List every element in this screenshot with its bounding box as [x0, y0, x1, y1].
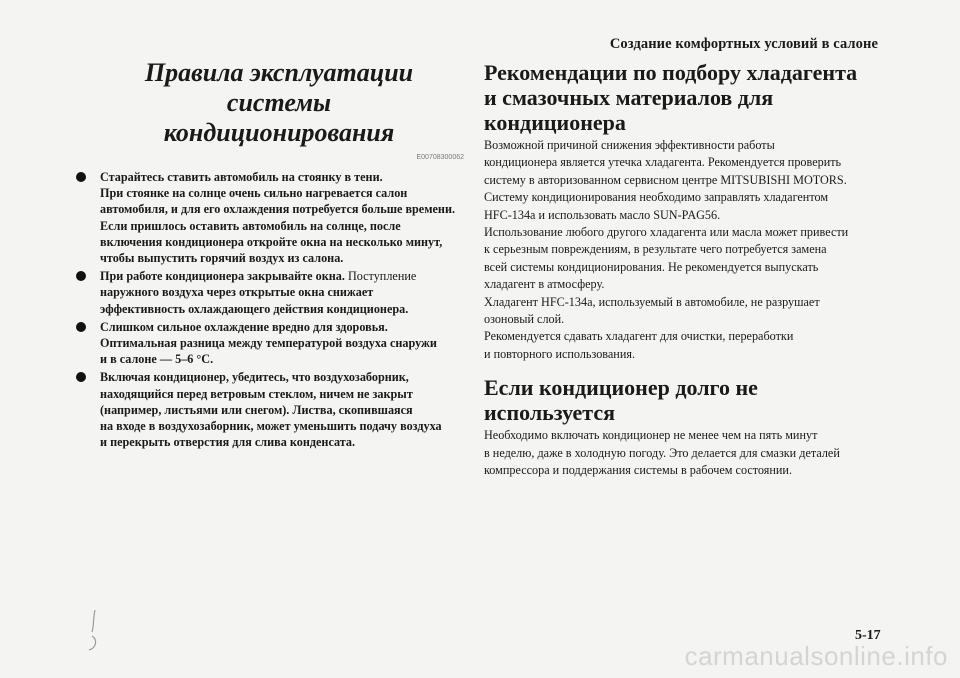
watermark: carmanualsonline.info — [684, 641, 948, 671]
text-line: HFC-134a и использовать масло SUN-PAG56. — [484, 207, 721, 222]
text-line: систему в авторизованном сервисном центре MITSUBISHI MOTORS. — [484, 172, 847, 187]
refrigerant-heading — [484, 60, 884, 135]
bullet-line: наружного воздуха через открытые окна снижает — [100, 285, 374, 300]
bullet-lead: Старайтесь ставить автомобиль на стоянку в тени. — [100, 170, 383, 184]
section-title-line2: кондиционирования — [163, 118, 395, 147]
bullet-line: Если пришлось оставить автомобиль на солнце, после — [100, 218, 401, 233]
running-header: Создание комфортных условий в салоне — [609, 36, 878, 52]
text-line: Необходимо включать кондиционер не менее чем на пять минут — [484, 428, 818, 443]
bullet-item — [84, 268, 464, 317]
text-line: Хладагент HFC-134a, используемый в автомобиле, не разрушает — [484, 294, 820, 309]
long-idle-heading: Если кондиционер долго не используется — [484, 375, 758, 426]
text-line: всей системы кондиционирования. Не рекомендуется выпускать — [484, 259, 819, 274]
text-line: в неделю, даже в холодную погоду. Это делается для смазки деталей — [484, 445, 840, 460]
bullet-line: и в салоне — 5–6 °C. — [100, 352, 214, 367]
document-code: E00708300062 — [416, 154, 464, 161]
text-line: Использование любого другого хладагента или масла может привести — [484, 225, 849, 240]
bullet-dot-icon — [76, 172, 86, 182]
section-title-line1: Правила эксплуатации системы — [144, 58, 414, 117]
text-line: компрессора и поддержания системы в рабочем состоянии. — [484, 463, 793, 478]
bullet-item — [84, 319, 464, 368]
text-line: кондиционера является утечка хладагента. Рекомендуется проверить — [484, 155, 842, 170]
bullet-dot-icon — [76, 372, 86, 382]
refrigerant-paragraph — [484, 137, 884, 363]
bullet-dot-icon — [76, 271, 86, 281]
bullet-line: включения кондиционера откройте окна на несколько минут, — [100, 234, 443, 249]
bullet-item — [84, 169, 464, 266]
right-column — [484, 60, 884, 480]
text-line: Рекомендуется сдавать хладагент для очистки, переработки — [484, 329, 794, 344]
bullet-line: и перекрыть отверстия для слива конденсата. — [100, 435, 356, 450]
bullet-item — [84, 369, 464, 450]
bullet-dot-icon — [76, 322, 86, 332]
bullet-line: При стоянке на солнце очень сильно нагревается салон — [100, 186, 408, 201]
bullet-line: Поступление — [347, 269, 417, 284]
text-line: Возможной причиной снижения эффективности работы — [484, 138, 775, 152]
text-line: хладагент в атмосферу. — [484, 277, 605, 292]
bullet-lead: Слишком сильное охлаждение вредно для здоровья. — [100, 319, 388, 334]
bullet-line: чтобы выпустить горячий воздух из салона. — [100, 251, 344, 266]
refrigerant-heading-line1: Рекомендации по подбору хладагента — [484, 60, 858, 85]
bullet-line: эффективность охлаждающего действия кондиционера. — [100, 301, 409, 316]
bullet-line: Оптимальная разница между температурой воздуха снаружи — [100, 336, 437, 351]
text-line: озоновый слой. — [484, 312, 565, 327]
bullet-lead: Включая кондиционер, убедитесь, что воздухозаборник, — [100, 370, 409, 385]
bullet-lead: При работе кондиционера закрывайте окна. — [100, 269, 345, 284]
long-idle-paragraph — [484, 427, 884, 479]
bullet-line: находящийся перед ветровым стеклом, ничем не закрыт — [100, 386, 413, 401]
text-line: к серьезным повреждениям, в результате чего потребуется замена — [484, 242, 827, 257]
bullet-list — [84, 169, 464, 450]
left-column — [84, 58, 464, 452]
bullet-line: на входе в воздухозаборник, может уменьшить подачу воздуха — [100, 419, 442, 434]
text-line: и повторного использования. — [484, 346, 636, 361]
pencil-mark-icon — [86, 608, 100, 652]
refrigerant-heading-line2: и смазочных материалов для кондиционера — [484, 85, 774, 135]
bullet-line: автомобиля, и для его охлаждения потребуется больше времени. — [100, 202, 456, 217]
bullet-line: (например, листьями или снегом). Листва, скопившаяся — [100, 402, 413, 417]
text-line: Систему кондиционирования необходимо заправлять хладагентом — [484, 190, 829, 205]
page-number: 5-17 — [855, 628, 881, 643]
section-title — [84, 58, 464, 148]
